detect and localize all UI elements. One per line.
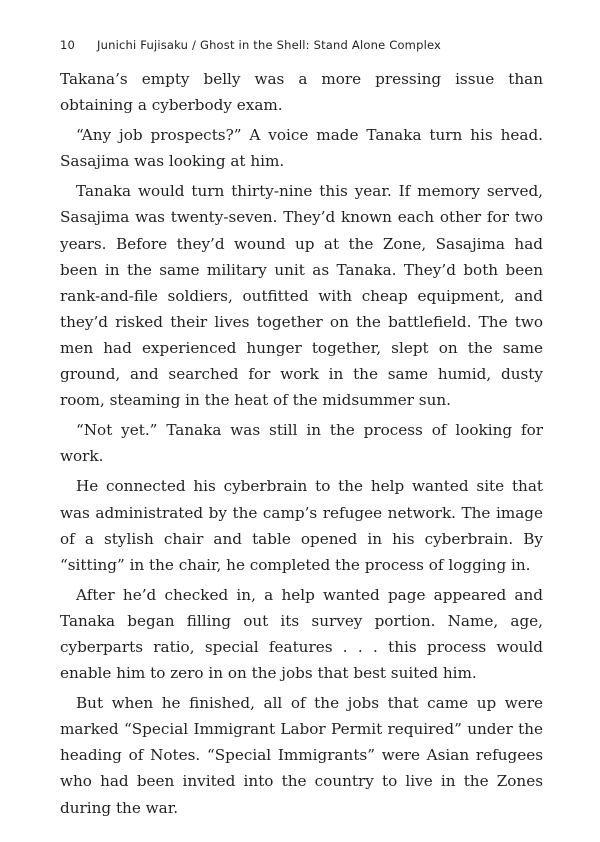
running-header [60,38,550,52]
paragraph: Takana’s empty belly was a more pressing issue than obtaining a cyberbody exam. [60,70,543,115]
body-text [60,66,543,825]
paragraph: Tanaka would turn thirty-nine this year. If memory served, Sasajima was twenty-seven. They’d known each other for two years. Before they’d wound up at the Zone, Sasajima had been in the same military unit as Tanaka. They’d both been rank-and-file soldiers, outfitted with cheap equipment, and they’d risked their lives together on the battlefield. The two men had experienced hunger together, slept on the same ground, and searched for work in the same humid, dusty room, steaming in the heat of the midsummer sun. [60,182,543,410]
paragraph: “Any job prospects?” A voice made Tanaka turn his head. Sasajima was looking at him. [60,126,543,171]
paragraph: After he’d checked in, a help wanted page appeared and Tanaka began filling out its survey portion. Name, age, cyberparts ratio, special features . . . this process would enable him to zero in on the jobs that best suited him. [60,585,543,683]
page-number: 10 [60,38,76,52]
paragraph: But when he finished, all of the jobs that came up were marked “Special Immigrant Labor Permit required” under the heading of Notes. “Special Immigrants” were Asian refugees who had been invited into the country to live in the Zones during the war. [60,694,543,817]
paragraph: “Not yet.” Tanaka was still in the process of looking for work. [60,421,543,466]
running-title: Junichi Fujisaku / Ghost in the Shell: Stand Alone Complex [97,38,442,52]
paragraph: He connected his cyberbrain to the help wanted site that was administrated by the camp’s refugee network. The image of a stylish chair and table opened in his cyberbrain. By “sitting” in the chair, he completed the process of logging in. [60,477,543,574]
